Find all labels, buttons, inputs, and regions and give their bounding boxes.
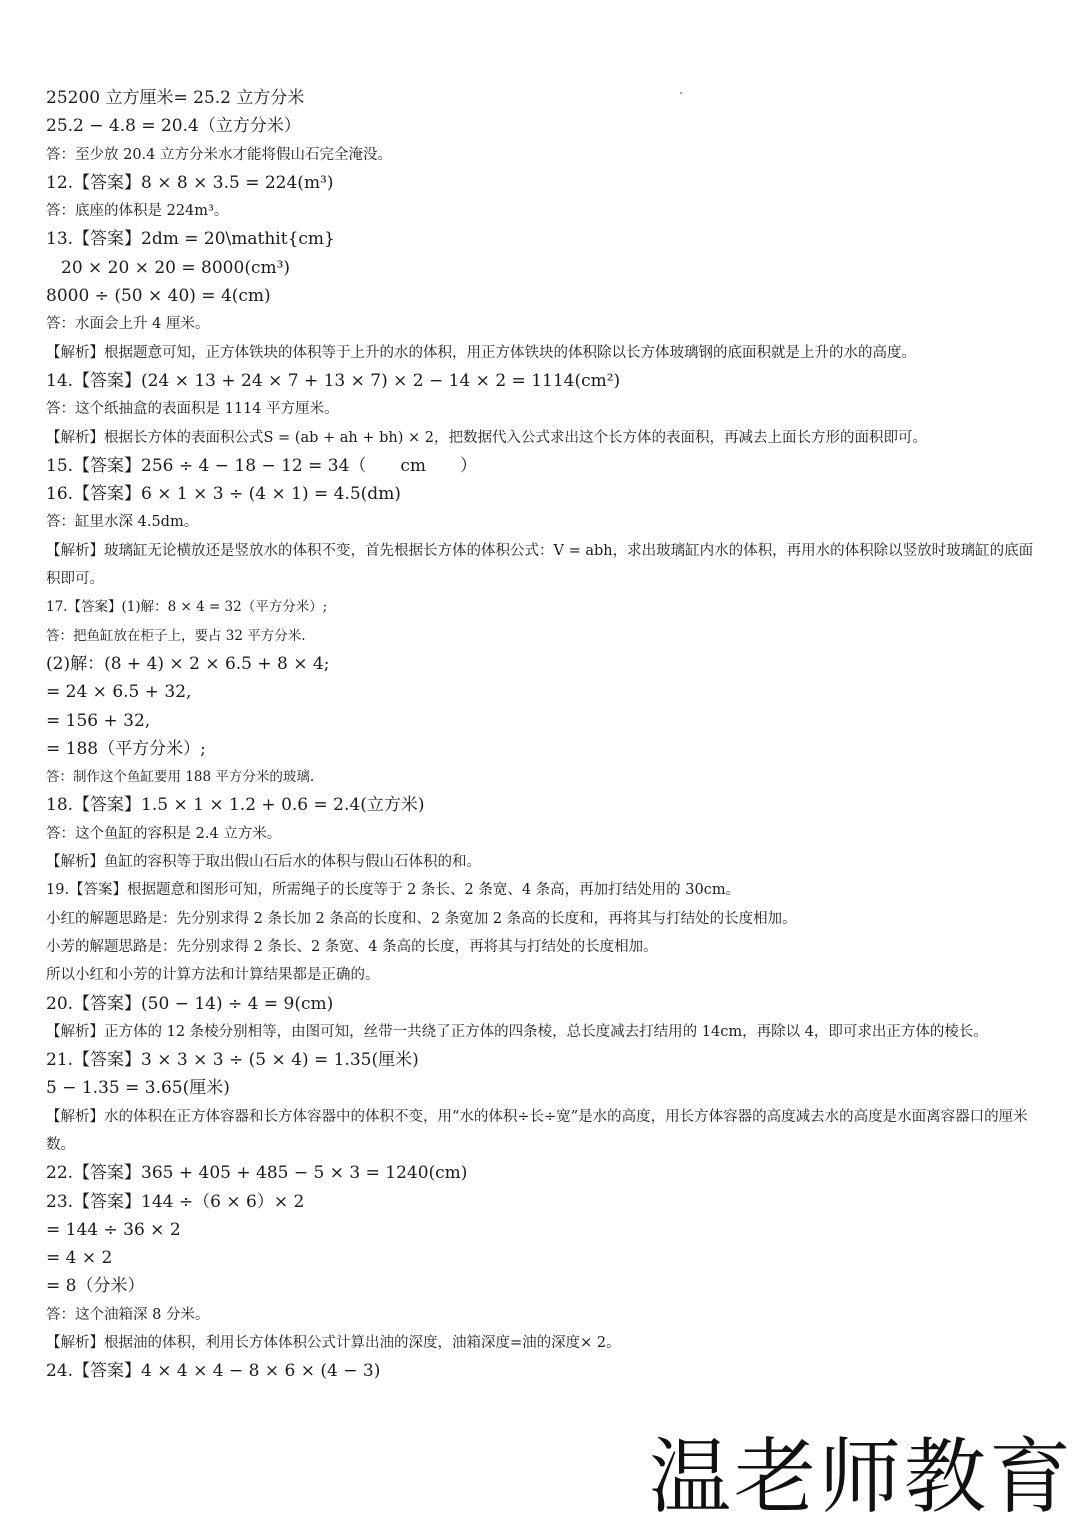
text-line: 答：缸里水深 4.5dm。: [46, 514, 199, 531]
text-line: 所以小红和小芳的计算方法和计算结果都是正确的。: [46, 967, 380, 984]
text-line: 小芳的解题思路是：先分别求得 2 条长、2 条宽、4 条高的长度，再将其与打结处的长度相加。: [46, 938, 658, 955]
answer-line-22: 22.【答案】365 + 405 + 485 − 5 × 3 = 1240(cm): [46, 1163, 468, 1184]
analysis-line: 【解析】根据题意可知，正方体铁块的体积等于上升的水的体积，用正方体铁块的体积除以长方体玻璃钢的底面积就是上升的水的高度。: [46, 344, 916, 361]
text-line: 5 − 1.35 = 3.65(厘米): [46, 1078, 230, 1099]
analysis-line: 【解析】鱼缸的容积等于取出假山石后水的体积与假山石体积的和。: [46, 854, 481, 871]
text-line: = 156 + 32,: [46, 710, 151, 731]
analysis-line: 【解析】水的体积在正方体容器和长方体容器中的体积不变，用“水的体积÷长÷宽”是水的高度，用长方体容器的高度减去水的高度是水面离容器口的厘米数。: [46, 1108, 1028, 1153]
text-line: 答：这个鱼缸的容积是 2.4 立方米。: [46, 825, 282, 842]
answer-line-17: 17.【答案】(1)解：8 × 4 = 32（平方分米）;: [46, 599, 328, 616]
analysis-line: 【解析】正方体的 12 条棱分别相等，由图可知，丝带一共绕了正方体的四条棱，总长度减去打结用的 14cm，再除以 4，即可求出正方体的棱长。: [46, 1023, 988, 1040]
answer-line-20: 20.【答案】(50 − 14) ÷ 4 = 9(cm): [46, 993, 334, 1014]
answer-line-18: 18.【答案】1.5 × 1 × 1.2 + 0.6 = 2.4(立方米): [46, 795, 425, 816]
answer-line-24: 24.【答案】4 × 4 × 4 − 8 × 6 × (4 − 3): [46, 1361, 381, 1382]
text-line: 答：这个纸抽盒的表面积是 1114 平方厘米。: [46, 401, 339, 418]
answer-line-12: 12.【答案】8 × 8 × 3.5 = 224(m³): [46, 172, 334, 193]
text-line: 25.2 − 4.8 = 20.4（立方分米）: [46, 116, 301, 137]
text-line: 答：至少放 20.4 立方分米水才能将假山石完全淹没。: [46, 146, 393, 163]
text-line: = 24 × 6.5 + 32,: [46, 682, 192, 703]
text-line: 答：底座的体积是 224m³。: [46, 203, 229, 220]
answer-line-13: 13.【答案】2dm = 20\mathit{cm}: [46, 229, 335, 250]
answer-line-19: 19.【答案】根据题意和图形可知，所需绳子的长度等于 2 条长、2 条宽、4 条高，再加打结处用的 30cm。: [46, 882, 741, 899]
text-line: 答：把鱼缸放在柜子上，要占 32 平方分米.: [46, 627, 306, 644]
analysis-line: 【解析】根据长方体的表面积公式S = (ab + ah + bh) × 2，把数据代入公式求出这个长方体的表面积，再减去上面长方形的面积即可。: [46, 429, 927, 446]
text-line: = 188（平方分米）;: [46, 738, 206, 759]
text-line: (2)解：(8 + 4) × 2 × 6.5 + 8 × 4;: [46, 653, 330, 674]
answer-line-21: 21.【答案】3 × 3 × 3 ÷ (5 × 4) = 1.35(厘米): [46, 1050, 419, 1071]
text-line: 答：这个油箱深 8 分米。: [46, 1306, 210, 1323]
analysis-line: 【解析】根据油的体积，利用长方体体积公式计算出油的深度，油箱深度=油的深度× 2。: [46, 1335, 621, 1352]
analysis-line: 【解析】玻璃缸无论横放还是竖放水的体积不变，首先根据长方体的体积公式：V = abh，求出玻璃缸内水的体积，再用水的体积除以竖放时玻璃缸的底面积即可。: [46, 542, 1034, 588]
answer-sheet: [46, 84, 1046, 1386]
answer-line-15: 15.【答案】256 ÷ 4 − 18 − 12 = 34（ cm ）: [46, 455, 478, 476]
text-line: 答：水面会上升 4 厘米。: [46, 316, 210, 333]
text-line: 25200 立方厘米= 25.2 立方分米: [46, 88, 305, 108]
text-line: 20 × 20 × 20 = 8000(cm³): [61, 257, 291, 278]
text-line: = 4 × 2: [46, 1248, 113, 1269]
text-line: = 8（分米）: [46, 1276, 145, 1297]
watermark-logo: 温老师教育: [648, 1430, 1074, 1525]
answer-line-14: 14.【答案】(24 × 13 + 24 × 7 + 13 × 7) × 2 − 14 × 2 = 1114(cm²): [46, 370, 621, 391]
text-line: 8000 ÷ (50 × 40) = 4(cm): [46, 286, 271, 307]
text-line: = 144 ÷ 36 × 2: [46, 1219, 181, 1240]
text-line: 答：制作这个鱼缸要用 188 平方分米的玻璃.: [46, 769, 315, 786]
answer-line-16: 16.【答案】6 × 1 × 3 ÷ (4 × 1) = 4.5(dm): [46, 484, 401, 505]
answer-line-23: 23.【答案】144 ÷（6 × 6）× 2: [46, 1191, 305, 1212]
text-line: 小红的解题思路是：先分别求得 2 条长加 2 条高的长度和、2 条宽加 2 条高的长度和，再将其与打结处的长度相加。: [46, 910, 797, 927]
